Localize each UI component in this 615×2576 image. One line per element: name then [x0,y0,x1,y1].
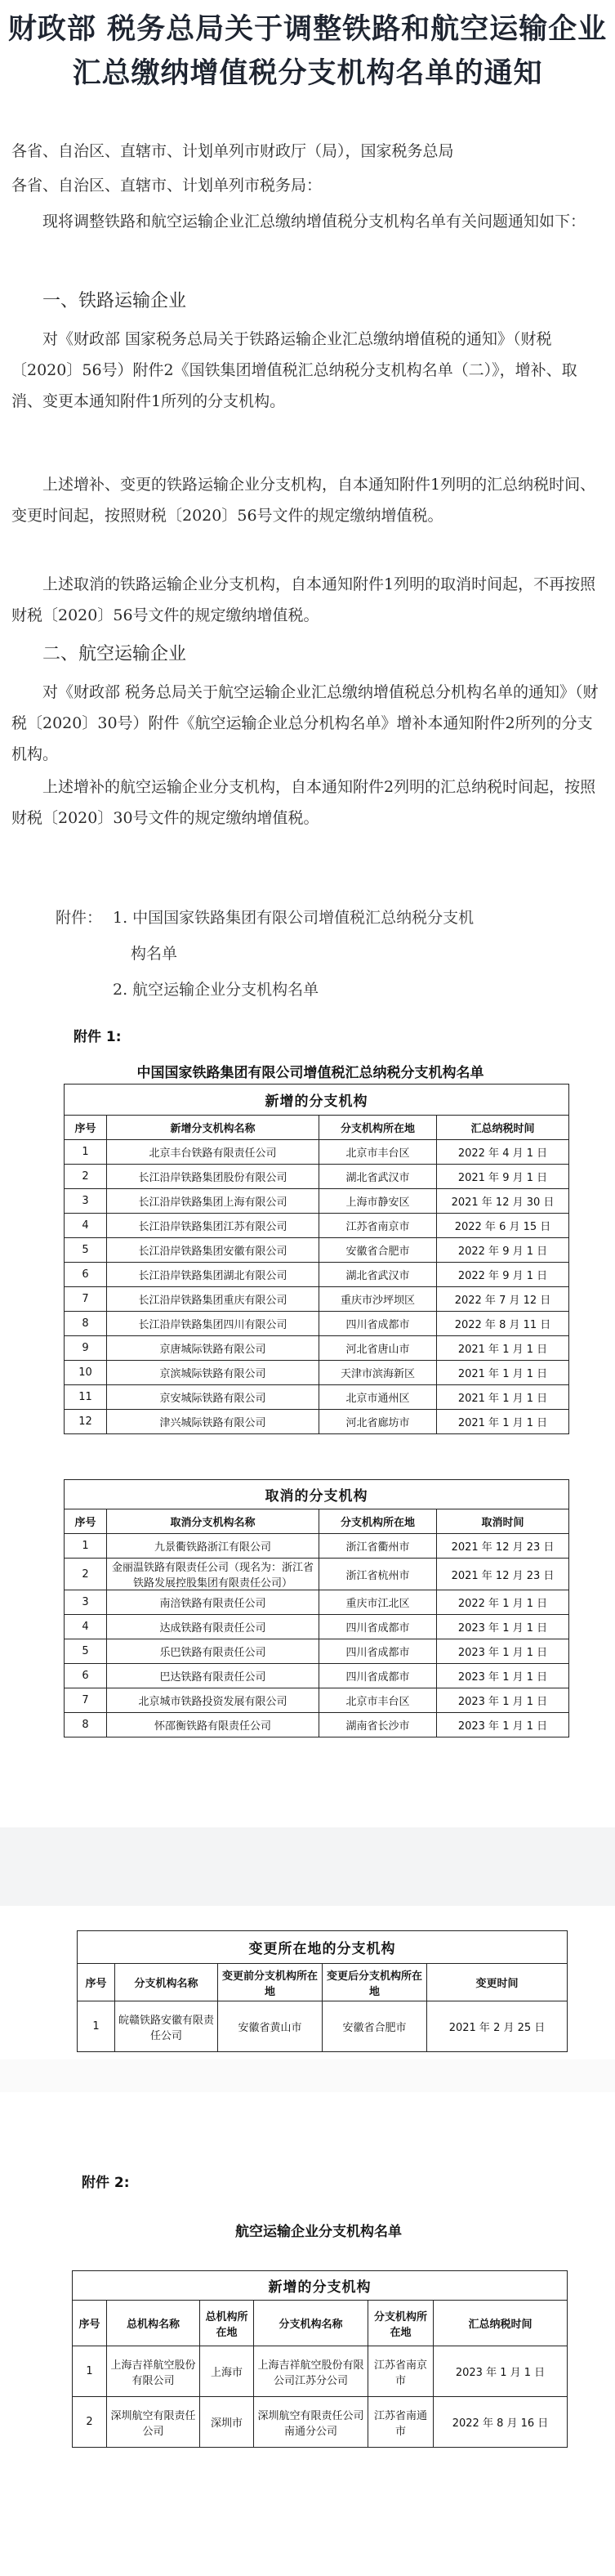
table-cell: 1 [65,1140,107,1165]
section1-heading: 一、铁路运输企业 [42,291,187,311]
table-cell: 长江沿岸铁路集团四川有限公司 [107,1312,319,1336]
table-cell: 上海市静安区 [319,1189,437,1214]
airline-added-branches-table [72,2270,568,2448]
table-cell: 河北省廊坊市 [319,1410,437,1434]
table-cell: 浙江省衢州市 [319,1534,437,1559]
attachment-item1-line2[interactable]: 构名单 [131,945,178,963]
table-cell: 皖赣铁路安徽有限责任公司 [115,2001,218,2052]
table-cell: 2023 年 1 月 1 日 [437,1639,569,1664]
table-caption: 变更所在地的分支机构 [78,1931,568,1964]
table-caption: 新增的分支机构 [65,1085,569,1116]
table-cell: 重庆市沙坪坝区 [319,1287,437,1312]
table-cell: 北京市丰台区 [319,1688,437,1713]
table-cell: 北京市丰台区 [319,1140,437,1165]
table-row [65,1263,569,1287]
table-cell: 2022 年 6 月 15 日 [437,1214,569,1238]
table-cell: 江苏省南京市 [319,1214,437,1238]
table-row [65,1410,569,1434]
table-header: 汇总纳税时间 [434,2301,568,2346]
table-cell: 2023 年 1 月 1 日 [437,1688,569,1713]
table-header: 汇总纳税时间 [437,1116,569,1140]
table-cell: 2 [65,1165,107,1189]
table-cell: 2021 年 9 月 1 日 [437,1165,569,1189]
table-cell: 4 [65,1615,107,1639]
table-cell: 安徽省黄山市 [218,2001,323,2052]
table-header: 分支机构名称 [254,2301,368,2346]
table-row [65,1140,569,1165]
table-cell: 南涪铁路有限责任公司 [107,1590,319,1615]
table-cell: 2021 年 1 月 1 日 [437,1385,569,1410]
table-cell: 2021 年 12 月 23 日 [437,1559,569,1590]
table-header: 序号 [65,1509,107,1534]
table-row [65,1615,569,1639]
table-cell: 江苏省南京市 [368,2346,434,2397]
airline-added-rows [73,2346,568,2448]
table-row [65,1639,569,1664]
table-caption: 取消的分支机构 [65,1480,569,1509]
table-cell: 3 [65,1590,107,1615]
table-row [65,1688,569,1713]
table-cell: 2022 年 7 月 12 日 [437,1287,569,1312]
table-row [65,1189,569,1214]
table-cell: 天津市滨海新区 [319,1361,437,1385]
table-row [65,1590,569,1615]
table-cell: 6 [65,1263,107,1287]
table-cell: 2022 年 8 月 16 日 [434,2397,568,2448]
table-header: 分支机构所在地 [319,1116,437,1140]
document-title-line1: 财政部 税务总局关于调整铁路和航空运输企业 [7,13,608,46]
table-cell: 津兴城际铁路有限公司 [107,1410,319,1434]
added-branches-table [64,1084,569,1434]
table-cell: 四川省成都市 [319,1664,437,1688]
attachment1-label: 附件 1: [74,1029,122,1045]
table-cell: 江苏省南通市 [368,2397,434,2448]
table-cell: 河北省唐山市 [319,1336,437,1361]
table-cell: 2023 年 1 月 1 日 [437,1615,569,1639]
table-cell: 2021 年 2 月 25 日 [427,2001,568,2052]
table-cell: 长江沿岸铁路集团江苏有限公司 [107,1214,319,1238]
table-cell: 8 [65,1713,107,1737]
table-header: 取消分支机构名称 [107,1509,319,1534]
table-cell: 2021 年 1 月 1 日 [437,1410,569,1434]
table-row [65,1336,569,1361]
table-cell: 2022 年 1 月 1 日 [437,1590,569,1615]
table-cell: 长江沿岸铁路集团重庆有限公司 [107,1287,319,1312]
table-cell: 浙江省杭州市 [319,1559,437,1590]
table-cell: 上海市 [200,2346,254,2397]
addressee-line1: 各省、自治区、直辖市、计划单列市财政厅（局），国家税务总局 [11,142,454,160]
table-header: 新增分支机构名称 [107,1116,319,1140]
table-row [65,1534,569,1559]
table-header: 分支机构所在地 [319,1509,437,1534]
attachment-item2[interactable]: 2. 航空运输企业分支机构名单 [113,981,319,999]
table-cell: 12 [65,1410,107,1434]
section2-paragraph2: 上述增补的航空运输企业分支机构，自本通知附件2列明的汇总纳税时间起，按照财税〔2020〕30号文件的规定缴纳增值税。 [11,778,596,827]
table-cell: 四川省成都市 [319,1639,437,1664]
table-cell: 深圳航空有限责任公司 [107,2397,200,2448]
table-cell: 长江沿岸铁路集团股份有限公司 [107,1165,319,1189]
table-cell: 10 [65,1361,107,1385]
table-header: 变更前分支机构所在地 [218,1964,323,2001]
table-caption: 新增的分支机构 [73,2271,568,2301]
table-cell: 京安城际铁路有限公司 [107,1385,319,1410]
page-gap [0,1827,615,1906]
table-header: 取消时间 [437,1509,569,1534]
table-row [65,1385,569,1410]
cancelled-branches-table [64,1479,569,1737]
table-cell: 四川省成都市 [319,1312,437,1336]
table-cell: 长江沿岸铁路集团安徽有限公司 [107,1238,319,1263]
table-cell: 1 [73,2346,107,2397]
table-row [78,2001,568,2052]
table-cell: 1 [65,1534,107,1559]
table-row [65,1559,569,1590]
table-cell: 7 [65,1287,107,1312]
table-header: 总机构名称 [107,2301,200,2346]
table-cell: 2022 年 4 月 1 日 [437,1140,569,1165]
table-cell: 2021 年 12 月 23 日 [437,1534,569,1559]
section2-paragraph1: 对《财政部 税务总局关于航空运输企业汇总缴纳增值税总分机构名单的通知》（财税〔2020〕30号）附件《航空运输企业总分机构名单》增补本通知附件2所列的分支机构。 [11,683,599,763]
table-cell: 3 [65,1189,107,1214]
table-cell: 湖北省武汉市 [319,1263,437,1287]
table-cell: 5 [65,1238,107,1263]
table-header: 变更后分支机构所在地 [323,1964,427,2001]
table-cell: 安徽省合肥市 [323,2001,427,2052]
table-header: 变更时间 [427,1964,568,2001]
table-header: 总机构所在地 [200,2301,254,2346]
table-cell: 1 [78,2001,115,2052]
table-cell: 安徽省合肥市 [319,1238,437,1263]
table-cell: 8 [65,1312,107,1336]
table-cell: 9 [65,1336,107,1361]
table-cell: 2 [65,1559,107,1590]
attachment2-label: 附件 2: [82,2175,130,2191]
attachment1-title: 中国国家铁路集团有限公司增值税汇总纳税分支机构名单 [136,1065,484,1081]
table-header: 分支机构所在地 [368,2301,434,2346]
section2-heading: 二、航空运输企业 [42,644,187,664]
table-row [65,1214,569,1238]
table-row [65,1664,569,1688]
table-cell: 长江沿岸铁路集团湖北有限公司 [107,1263,319,1287]
table-cell: 上海吉祥航空股份有限公司江苏分公司 [254,2346,368,2397]
table-row [65,1361,569,1385]
table-cell: 北京城市铁路投资发展有限公司 [107,1688,319,1713]
table-row [65,1165,569,1189]
table-cell: 重庆市江北区 [319,1590,437,1615]
table-cell: 2023 年 1 月 1 日 [437,1664,569,1688]
table-row [65,1287,569,1312]
changed-branches-table [77,1930,568,2052]
document-title-line2: 汇总缴纳增值税分支机构名单的通知 [72,57,543,90]
page-gap [0,2059,615,2092]
table-header: 序号 [65,1116,107,1140]
table-cell: 2022 年 9 月 1 日 [437,1238,569,1263]
section1-paragraph3: 上述取消的铁路运输企业分支机构，自本通知附件1列明的取消时间起，不再按照财税〔2020〕56号文件的规定缴纳增值税。 [11,575,596,624]
addressee-line2: 各省、自治区、直辖市、计划单列市税务局： [11,177,323,195]
section1-paragraph1: 对《财政部 国家税务总局关于铁路运输企业汇总缴纳增值税的通知》（财税〔2020〕56号）附件2《国铁集团增值税汇总纳税分支机构名单（二）》，增补、取消、变更本通知附件1所列的分支机构。 [11,330,577,410]
table-cell: 2023 年 1 月 1 日 [437,1713,569,1737]
table-header: 分支机构名称 [115,1964,218,2001]
table-cell: 2022 年 9 月 1 日 [437,1263,569,1287]
table-cell: 上海吉祥航空股份有限公司 [107,2346,200,2397]
table-cell: 九景衢铁路浙江有限公司 [107,1534,319,1559]
attachment2-title: 航空运输企业分支机构名单 [235,2224,402,2240]
table-header: 序号 [73,2301,107,2346]
table-cell: 怀邵衡铁路有限责任公司 [107,1713,319,1737]
attachment-item1-line1[interactable]: 1. 中国国家铁路集团有限公司增值税汇总纳税分支机 [113,909,475,927]
table-row [65,1713,569,1737]
table-cell: 4 [65,1214,107,1238]
table-cell: 北京丰台铁路有限责任公司 [107,1140,319,1165]
table-cell: 金丽温铁路有限责任公司（现名为：浙江省铁路发展控股集团有限责任公司） [107,1559,319,1590]
table-header: 序号 [78,1964,115,2001]
table-cell: 2 [73,2397,107,2448]
table-cell: 京唐城际铁路有限公司 [107,1336,319,1361]
section1-paragraph2: 上述增补、变更的铁路运输企业分支机构，自本通知附件1列明的汇总纳税时间、变更时间起，按照财税〔2020〕56号文件的规定缴纳增值税。 [11,476,596,525]
attachments-label: 附件： [56,909,103,927]
table-cell: 2021 年 1 月 1 日 [437,1361,569,1385]
table-cell: 达成铁路有限责任公司 [107,1615,319,1639]
added-rows [65,1140,569,1434]
table-cell: 11 [65,1385,107,1410]
table-row [65,1238,569,1263]
intro-paragraph: 现将调整铁路和航空运输企业汇总缴纳增值税分支机构名单有关问题通知如下： [42,212,586,230]
table-cell: 湖南省长沙市 [319,1713,437,1737]
table-row [73,2346,568,2397]
table-cell: 京滨城际铁路有限公司 [107,1361,319,1385]
table-cell: 2023 年 1 月 1 日 [434,2346,568,2397]
table-cell: 深圳航空有限责任公司南通分公司 [254,2397,368,2448]
table-cell: 巴达铁路有限责任公司 [107,1664,319,1688]
table-cell: 四川省成都市 [319,1615,437,1639]
table-cell: 乐巴铁路有限责任公司 [107,1639,319,1664]
table-cell: 长江沿岸铁路集团上海有限公司 [107,1189,319,1214]
table-cell: 2021 年 12 月 30 日 [437,1189,569,1214]
table-cell: 5 [65,1639,107,1664]
table-cell: 2022 年 8 月 11 日 [437,1312,569,1336]
table-cell: 2021 年 1 月 1 日 [437,1336,569,1361]
table-row [65,1312,569,1336]
table-row [73,2397,568,2448]
table-cell: 7 [65,1688,107,1713]
table-cell: 湖北省武汉市 [319,1165,437,1189]
changed-rows [78,2001,568,2052]
table-cell: 6 [65,1664,107,1688]
cancelled-rows [65,1534,569,1737]
table-cell: 北京市通州区 [319,1385,437,1410]
table-cell: 深圳市 [200,2397,254,2448]
